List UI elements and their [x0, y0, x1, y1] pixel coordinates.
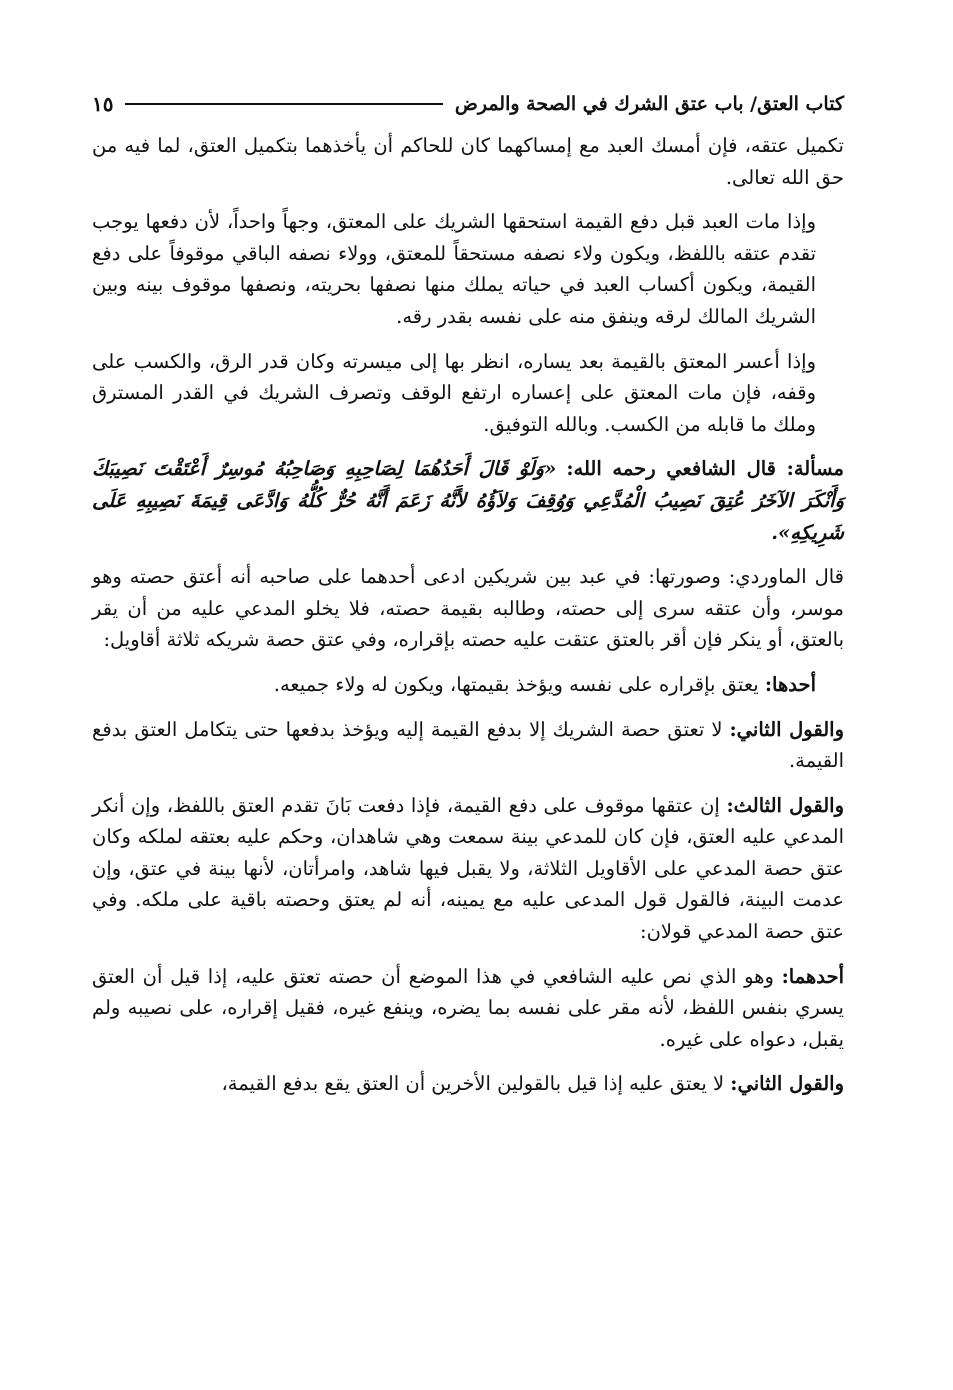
book-page: [92, 86, 844, 1113]
paragraph-text: يعتق بإقراره على نفسه ويؤخذ بقيمتها، ويكون له ولاء جميعه.: [273, 672, 765, 696]
paragraph-masala: [92, 453, 844, 548]
paragraph-text: لا تعتق حصة الشريك إلا بدفع القيمة إليه ويؤخذ بدفعها حتى يتكامل العتق بدفع القيمة.: [92, 717, 844, 773]
paragraph-2: [92, 206, 844, 332]
paragraph-second-of-two: [92, 1068, 844, 1100]
paragraph-text: تكميل عتقه، فإن أمسك العبد مع إمساكهما كان للحاكم أن يأخذهما بتكميل العتق، لما فيه من حق الله تعالى.: [92, 134, 844, 189]
paragraph-text: وهو الذي نص عليه الشافعي في هذا الموضع أن حصته تعتق عليه، إذا قيل أن العتق يسري بنفس اللفظ، لأنه مقر على نفسه بما يضره، وينفع غيره، فقيل إقراره، على نصيبه ولم يقبل، دعواه على غيره.: [92, 964, 844, 1051]
paragraph-text: وإذا مات العبد قبل دفع القيمة استحقها الشريك على المعتق، وجهاً واحداً، لأن دفعها يوجب تقدم عتقه باللفظ، ويكون ولاء نصفه مستحقاً للمعتق، وولاء نصفه الباقي موقوفاً على دفع القيمة، ويكون أكساب العبد في حياته يملك منها نصفها بحريته، ونصفها موقوف بينه وبين الشريك المالك لرقه وينفق منه على نفسه بقدر رقه.: [92, 210, 816, 328]
paragraph-lead: والقول الثاني:: [729, 717, 845, 741]
paragraph-lead: مسألة: قال الشافعي رحمه الله:: [566, 457, 845, 481]
paragraph-1: [92, 130, 844, 193]
paragraph-mawardi: [92, 561, 844, 656]
running-title: كتاب العتق/ باب عتق الشرك في الصحة والمرض: [454, 93, 844, 115]
header-rule: [125, 103, 442, 105]
page-number: ١٥: [92, 92, 114, 116]
paragraph-3: [92, 346, 844, 441]
paragraph-text: قال الماوردي: وصورتها: في عبد بين شريكين ادعى أحدهما على صاحبه أنه أعتق حصته وهو موسر، وأن عتقه سرى إلى حصته، وطالبه بقيمة حصته، فلا يخلو المدعي عليه من أن يقر بالعتق، أو ينكر فإن أقر بالعتق عتقت عليه حصته بإقراره، وفي عتق حصة شريكه ثلاثة أقاويل:: [92, 565, 844, 652]
paragraph-lead: والقول الثالث:: [726, 793, 844, 817]
paragraph-lead: أحدها:: [764, 672, 816, 696]
paragraph-text: وإذا أعسر المعتق بالقيمة بعد يساره، انظر بها إلى ميسرته وكان قدر الرق، والكسب على وقفه، فإن مات المعتق على إعساره ارتفع الوقف وتصرف الشريك في القدر المسترق وملك ما قابله من الكسب. وبالله التوفيق.: [92, 349, 816, 436]
paragraph-third-view: [92, 790, 844, 948]
paragraph-lead: والقول الثاني:: [730, 1072, 844, 1096]
paragraph-first-view: [92, 669, 844, 701]
paragraph-first-of-two: [92, 961, 844, 1056]
paragraph-text: إن عتقها موقوف على دفع القيمة، فإذا دفعت بَانَ تقدم العتق باللفظ، وإن أنكر المدعي عليه العتق، فإن كان للمدعي بينة سمعت وهي شاهدان، وحكم عليه بعتقه لملكه وكان عتق حصة المدعي على الأقاويل الثلاثة، ولا يقبل فيها شاهد، وامرأتان، لأنها بينة في عتق، وإن عدمت البينة، فالقول قول المدعى عليه مع يمينه، أنه لم يعتق وحصته باقية على ملكه. وفي عتق حصة المدعي قولان:: [92, 793, 844, 944]
shafii-quote: «وَلَوْ قَالَ أَحَدُهُمَا لِصَاحِبِهِ وَصَاحِبُهُ مُوسِرٌ أَعْتَقْتَ نَصِيبَكَ وَأَنْكَرَ الآخَرُ عُتِقَ نَصِيبُ الْمُدَّعِي وَوُقِفَ وَلاَؤُهُ لأَنَّهُ زَعَمَ أَنَّهُ حُرٌّ كُلُّهُ وَادَّعَى قِيمَةَ نَصِيبِهِ عَلَى شَرِيكِهِ».: [92, 457, 844, 544]
paragraph-second-view: [92, 714, 844, 777]
paragraph-text: لا يعتق عليه إذا قيل بالقولين الأخرين أن العتق يقع بدفع القيمة،: [221, 1072, 731, 1096]
running-header: [92, 86, 844, 122]
paragraph-lead: أحدهما:: [781, 964, 844, 988]
